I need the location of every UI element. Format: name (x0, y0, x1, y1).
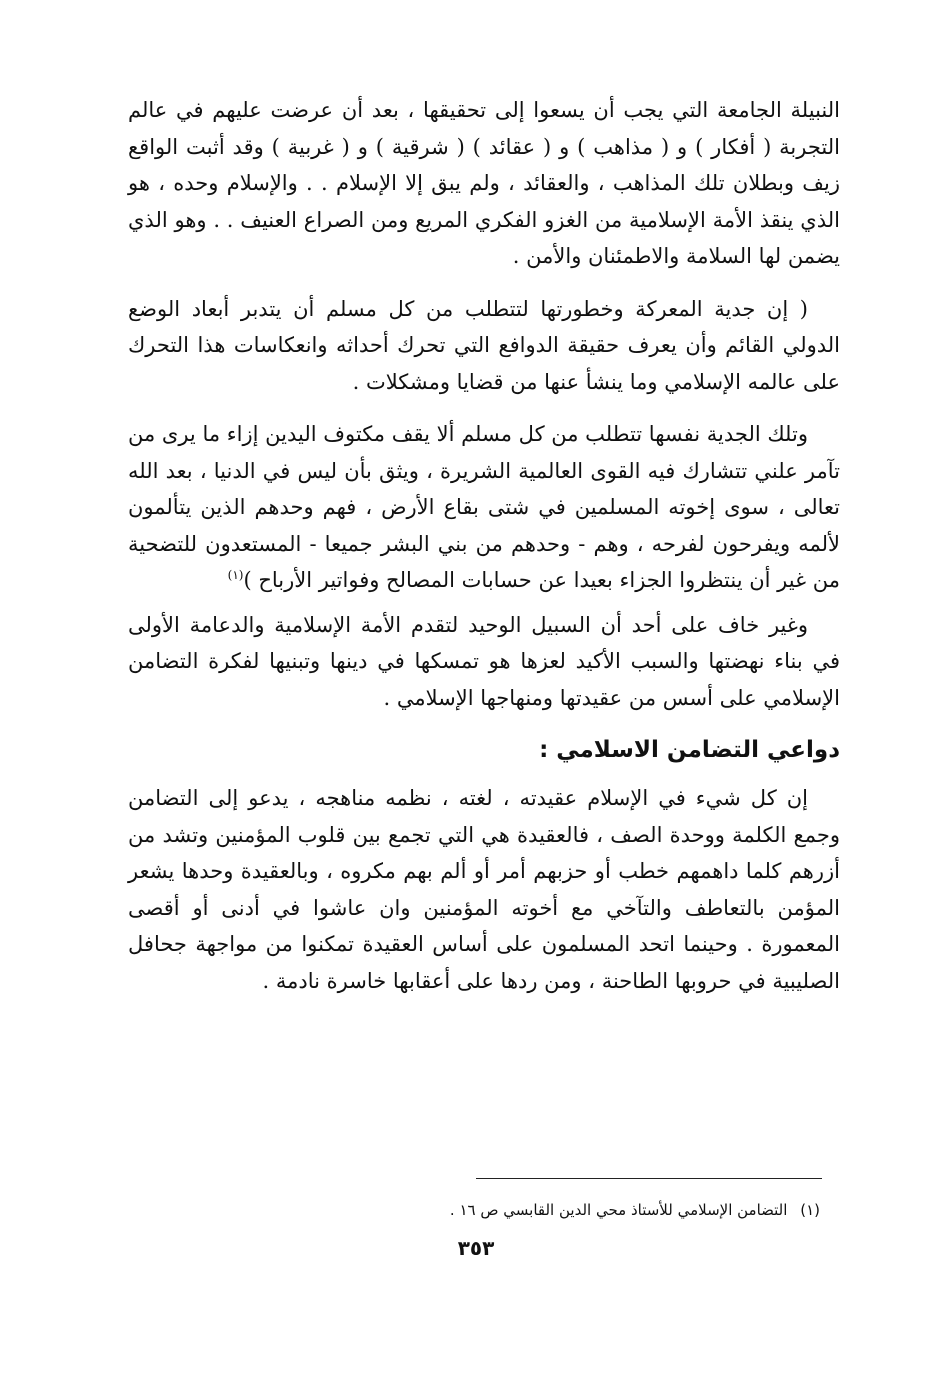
footnote-text: التضامن الإسلامي للأستاذ محي الدين القابسي ص ١٦ . (449, 1201, 788, 1219)
paragraph-3 (128, 416, 840, 599)
paragraph-2: ( إن جدية المعركة وخطورتها لتتطلب من كل مسلم أن يتدبر أبعاد الوضع الدولي القائم وأن يعرف حقيقة الدوافع التي تحرك أحداثه وانعكاسات هذا التحرك على عالمه الإسلامي وما ينشأ عنها من قضايا ومشكلات . (128, 296, 840, 394)
paragraph-1: النبيلة الجامعة التي يجب أن يسعوا إلى تحقيقها ، بعد أن عرضت عليهم في عالم التجربة ( أفكار ) و ( مذاهب ) و ( عقائد ) ( شرقية ) و ( غربية ) وقد أثبت الواقع زيف وبطلان تلك المذاهب ، والعقائد ، ولم يبق إلا الإسلام . . والإسلام وحده ، هو الذي ينقذ الأمة الإسلامية من الغزو الفكري المريع ومن الصراع العنيف . . وهو الذي يضمن لها السلامة والاطمئنان والأمن . (128, 98, 840, 268)
footnote-number: (١) (800, 1201, 820, 1219)
page-number: ٣٥٣ (457, 1236, 495, 1260)
section-heading: دواعي التضامن الاسلامي : (539, 737, 840, 763)
page-body (128, 92, 840, 999)
footnote (220, 1198, 820, 1222)
paragraph-3-text: وتلك الجدية نفسها تتطلب من كل مسلم ألا يقف مكتوف اليدين إزاء ما يرى من تآمر علني تتشارك فيه القوى العالمية الشريرة ، ويثق بأن ليس في الدنيا ، بعد الله تعالى ، سوى إخوته المسلمين في شتى بقاع الأرض ، فهم وحدهم الذين يتألمون لألمه ويفرحون لفرحه ، وهم - وحدهم من بني البشر جميعا - المستعدون للتضحية من غير أن ينتظروا الجزاء بعيدا عن حسابات المصالح وفواتير الأرباح ) (128, 422, 840, 592)
footnote-divider (476, 1178, 822, 1179)
paragraph-4: وغير خاف على أحد أن السبيل الوحيد لتقدم الأمة الإسلامية والدعامة الأولى في بناء نهضتها والسبب الأكيد لعزها هو تمسكها في دينها وتبنيها لفكرة التضامن الإسلامي على أسس من عقيدتها ومنهاجها الإسلامي . (128, 612, 840, 710)
footnote-marker: (١) (227, 568, 244, 582)
paragraph-5: إن كل شيء في الإسلام عقيدته ، لغته ، نظمه مناهجه ، يدعو إلى التضامن وجمع الكلمة ووحدة الصف ، فالعقيدة هي التي تجمع بين قلوب المؤمنين وتشد من أزرهم كلما داهمهم خطب أو حزبهم أمر أو ألم بهم مكروه ، وبالعقيدة وحدها يشعر المؤمن بالتعاطف والتآخي مع أخوته المؤمنين وان عاشوا في أدنى أو أقصى المعمورة . وحينما اتحد المسلمون على أساس العقيدة تمكنوا من مواجهة جحافل الصليبية في حروبها الطاحنة ، ومن ردها على أعقابها خاسرة نادمة . (128, 786, 840, 993)
